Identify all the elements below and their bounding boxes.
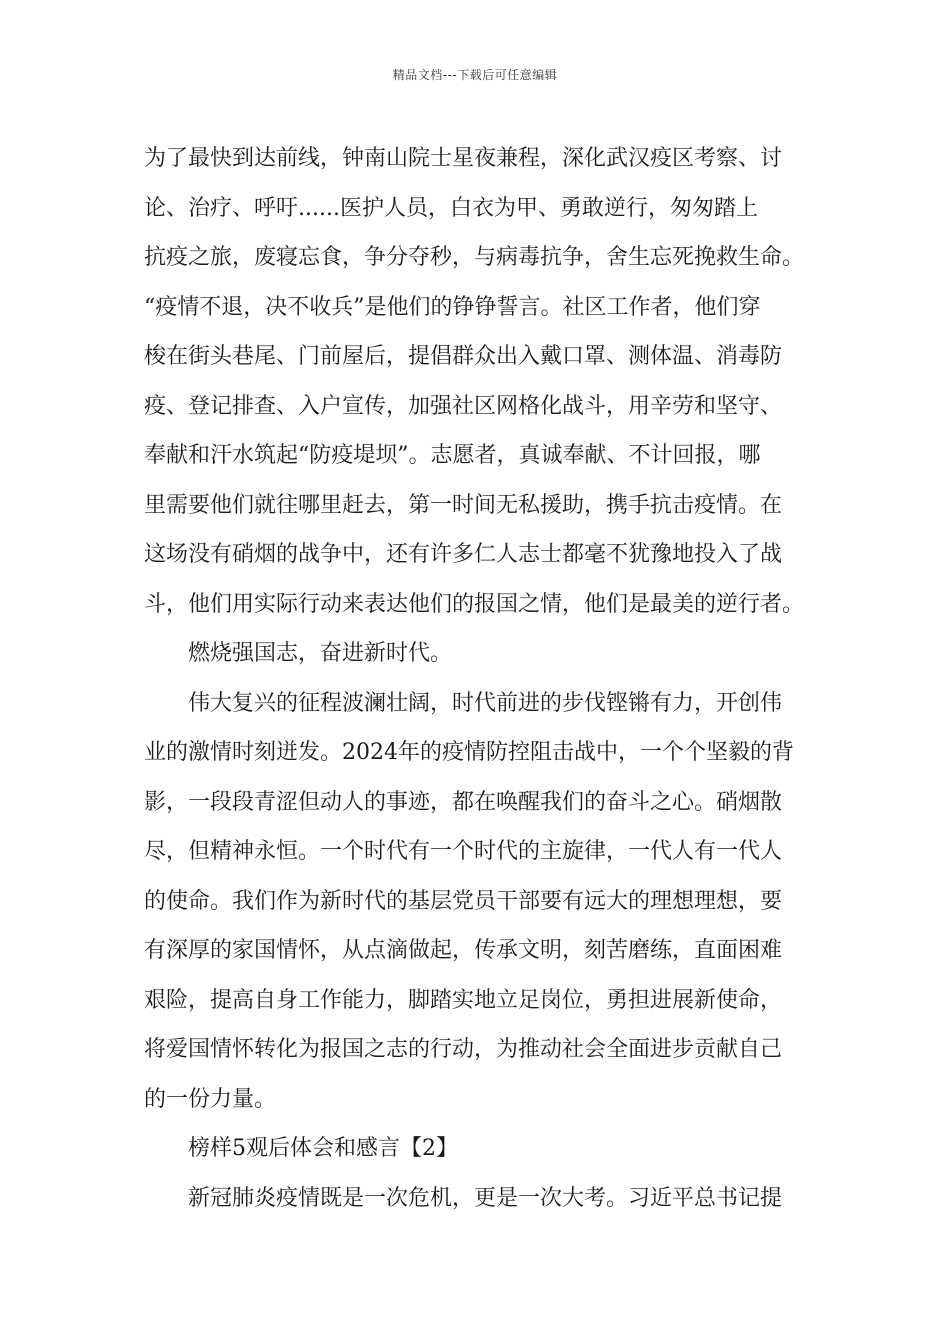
document-body [144, 134, 810, 1223]
text-line: 艰险，提高自身工作能力，脚踏实地立足岗位，勇担进展新使命， [144, 987, 783, 1013]
paragraph-great-rejuvenation [144, 679, 810, 1125]
text-line: 将爱国情怀转化为报国之志的行动，为推动社会全面进步贡献自己 [144, 1037, 783, 1062]
text-line: 燃烧强国志，奋进新时代。 [188, 641, 453, 666]
text-line: 奉献和汗水筑起“防疫堤坝”。志愿者，真诚奉献、不计回报，哪 [144, 443, 761, 468]
text-line: 有深厚的家国情怀，从点滴做起，传承文明，刻苦磨练，直面困难 [144, 938, 783, 963]
text-line: 为了最快到达前线，钟南山院士星夜兼程，深化武汉疫区考察、讨 [144, 146, 783, 171]
text-line: 榜样5观后体会和感言【2】 [188, 1136, 458, 1161]
text-line: 这场没有硝烟的战争中，还有许多仁人志士都毫不犹豫地投入了战 [144, 542, 783, 567]
text-line: 梭在街头巷尾、门前屋后，提倡群众出入戴口罩、测体温、消毒防 [144, 344, 783, 369]
text-line: 里需要他们就往哪里赶去，第一时间无私援助，携手抗击疫情。在 [144, 492, 783, 518]
text-line: 业的激情时刻迸发。2024年的疫情防控阻击战中，一个个坚毅的背 [144, 740, 794, 765]
paragraph-frontline-workers [144, 134, 810, 629]
text-line: 的一份力量。 [144, 1086, 277, 1112]
page-header: 精品文档---下载后可任意编辑 [392, 68, 558, 82]
text-line: 的使命。我们作为新时代的基层党员干部要有远大的理想理想，要 [144, 888, 783, 914]
text-line: 影，一段段青涩但动人的事迹，都在唤醒我们的奋斗之心。硝烟散 [144, 789, 783, 815]
text-line: 疫、登记排查、入户宣传，加强社区网格化战斗，用辛劳和坚守、 [144, 393, 783, 419]
text-line: 尽，但精神永恒。一个时代有一个时代的主旋律，一代人有一代人 [144, 839, 783, 864]
text-line: 斗，他们用实际行动来表达他们的报国之情，他们是最美的逆行者。 [144, 591, 805, 617]
paragraph-subheading [144, 629, 810, 679]
section-heading [144, 1124, 810, 1174]
text-line: 抗疫之旅，废寝忘食，争分夺秒，与病毒抗争，舍生忘死挽救生命。 [144, 245, 805, 270]
text-line: “疫情不退，决不收兵”是他们的铮铮誓言。社区工作者，他们穿 [144, 294, 761, 320]
text-line: 新冠肺炎疫情既是一次危机，更是一次大考。习近平总书记提 [188, 1185, 783, 1211]
text-line: 伟大复兴的征程波澜壮阔，时代前进的步伐铿锵有力，开创伟 [188, 690, 783, 716]
text-line: 论、治疗、呼吁......医护人员，白衣为甲、勇敢逆行，匆匆踏上 [144, 195, 758, 221]
paragraph-covid-exam [144, 1174, 810, 1224]
